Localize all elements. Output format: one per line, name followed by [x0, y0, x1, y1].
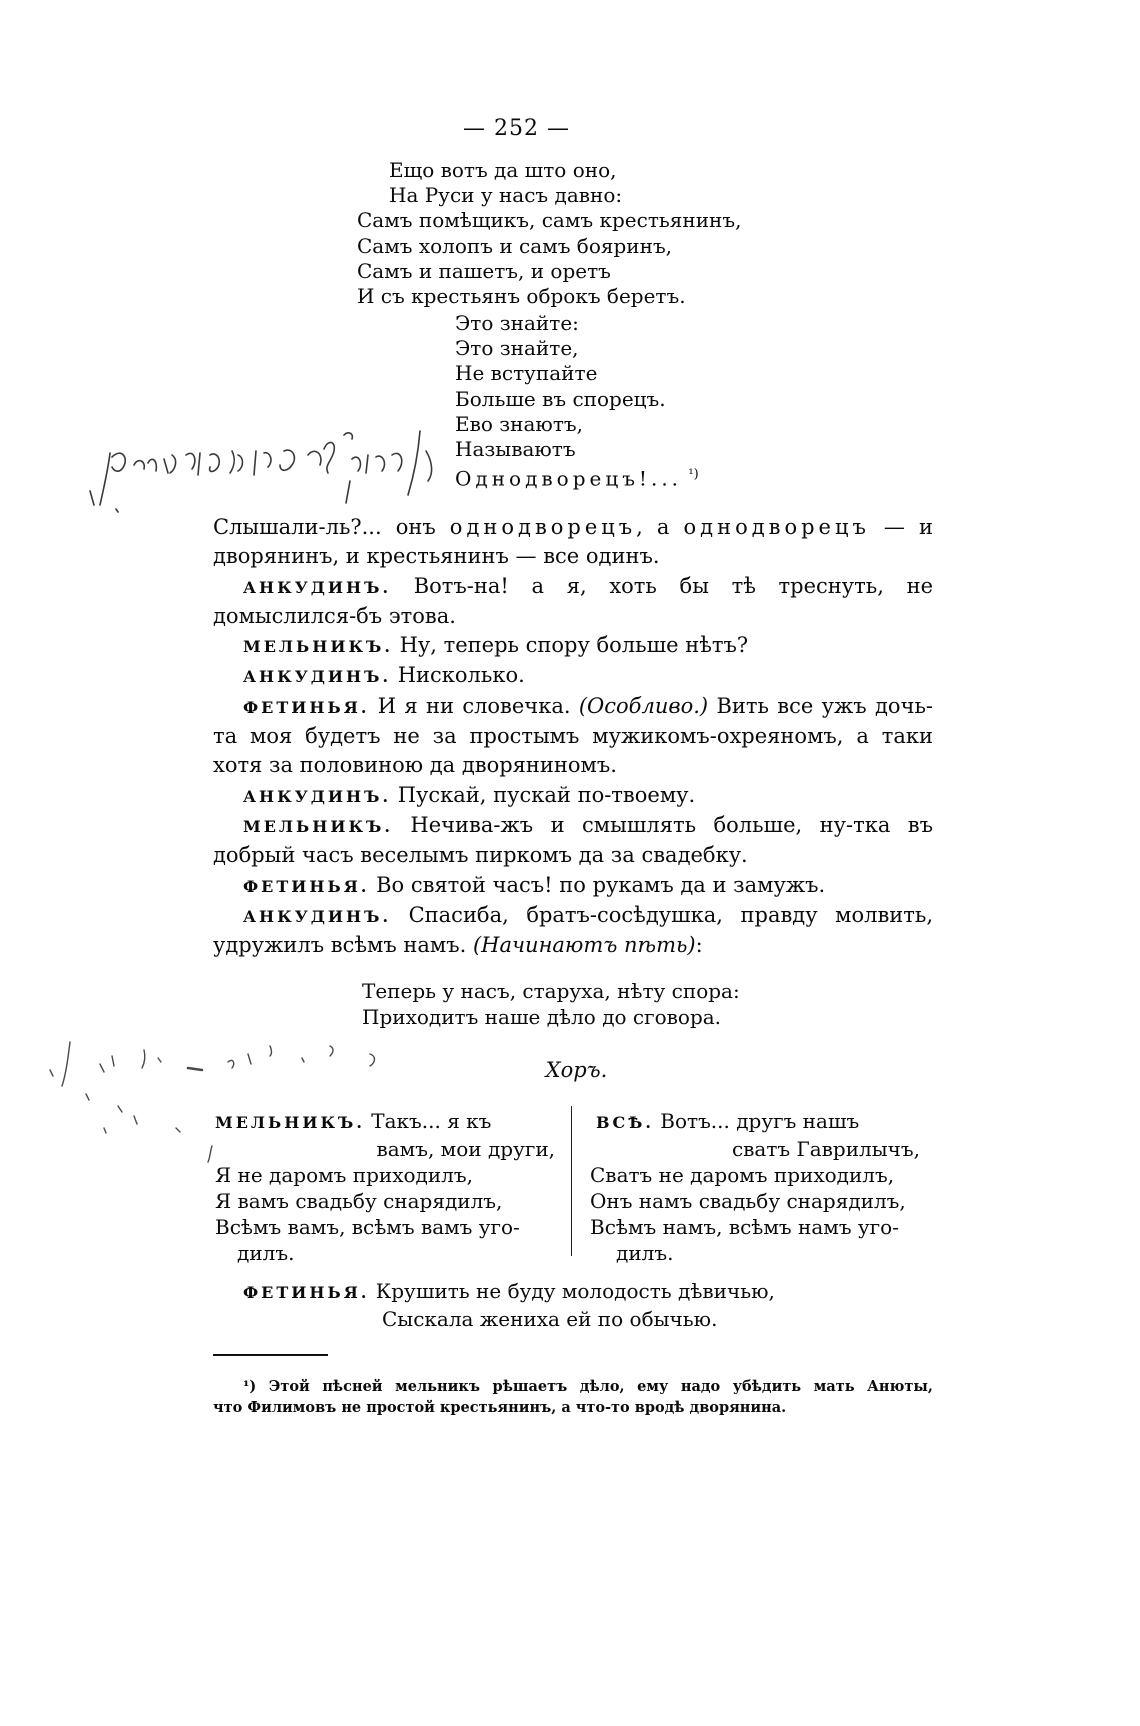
verse-line: Ево знаютъ, — [455, 411, 583, 436]
dialogue-line — [213, 871, 933, 901]
closing-verse — [243, 1278, 775, 1333]
stage-direction: (Особливо.) — [578, 693, 709, 718]
spaced-word: однодворецъ — [449, 515, 637, 539]
chorus-line: Я вамъ свадьбу снарядилъ, — [215, 1189, 503, 1213]
chorus-line: Сватъ не даромъ приходилъ, — [590, 1163, 895, 1187]
chorus-line: Онъ намъ свадьбу снарядилъ, — [590, 1189, 906, 1213]
speech-text: Пускай, пускай по-твоему. — [397, 782, 696, 807]
footnote — [213, 1376, 933, 1418]
dialogue-block — [213, 513, 933, 960]
speech-text: Нисколько. — [397, 663, 525, 688]
verse-line: Больше въ спорецъ. — [455, 386, 666, 411]
speaker-name: АНКУДИНЪ. — [243, 906, 392, 926]
footnote-marker: ¹) — [243, 1378, 257, 1395]
dialogue-line — [213, 572, 933, 632]
speaker-name: ВСѢ. — [596, 1113, 654, 1132]
chorus-column-right — [590, 1108, 920, 1266]
chorus-line — [215, 1108, 555, 1136]
speech-text: Ну, теперь спору больше нѣтъ? — [399, 633, 749, 658]
dialogue-line — [213, 631, 933, 661]
footnote-text: Этой пѣсней мельникъ рѣшаетъ дѣло, ему надо убѣдить мать Анюты, — [268, 1378, 933, 1395]
dialogue-line — [213, 692, 933, 781]
speaker-name: АНКУДИНЪ. — [243, 577, 392, 597]
text-run: — и дворянинъ, и крестьянинъ — все одинъ. — [213, 515, 933, 569]
chorus-line: дилъ. — [237, 1241, 295, 1265]
chorus-line: Всѣмъ намъ, всѣмъ намъ уго- — [590, 1215, 899, 1239]
verse-text: Вотъ... другъ нашъ — [660, 1109, 860, 1133]
verse-line: Это знайте, — [455, 336, 579, 361]
text-run: Слышали-ль?... онъ — [213, 515, 450, 539]
handwritten-margin-note — [88, 425, 458, 515]
dialogue-line — [213, 661, 933, 691]
speech-text: : — [695, 933, 703, 958]
chorus-title-text: Хоръ. — [545, 1058, 608, 1082]
footnote-divider — [213, 1354, 328, 1356]
chorus-line: дилъ. — [616, 1241, 674, 1265]
footnote-line — [213, 1376, 933, 1397]
text-run: , а — [636, 515, 684, 539]
verse-line: Называютъ — [455, 437, 576, 462]
speech-text: И я ни словечка. — [377, 693, 579, 718]
verse-line: Самъ холопъ и самъ бояринъ, — [357, 233, 673, 258]
verse-stanza-1 — [357, 158, 741, 309]
verse-line — [243, 1278, 775, 1306]
verse-line: Приходитъ наше дѣло до сговора. — [362, 1005, 722, 1029]
speaker-name: МЕЛЬНИКЪ. — [215, 1113, 365, 1132]
speaker-name: МЕЛЬНИКЪ. — [243, 637, 393, 657]
speaker-name: ФЕТИНЬЯ. — [243, 876, 370, 896]
verse-line: На Руси у насъ давно: — [389, 183, 623, 208]
verse-line: Ещо вотъ да што оно, — [389, 158, 617, 182]
verse-line: Самъ помѣщикъ, самъ крестьянинъ, — [357, 208, 742, 233]
chorus-column-left — [215, 1108, 555, 1266]
chorus-line: Я не даромъ приходилъ, — [215, 1163, 473, 1187]
spaced-word: однодворецъ — [683, 515, 870, 539]
speech-text: Спасиба, братъ-сосѣдушка, правду молвить, удружилъ всѣмъ намъ. — [213, 902, 933, 958]
chorus-line: вамъ, мои други, — [376, 1137, 555, 1161]
speaker-name: АНКУДИНЪ. — [243, 786, 392, 806]
page-number: — 252 — — [463, 116, 570, 141]
speaker-name: АНКУДИНЪ. — [243, 667, 392, 687]
speaker-name: ФЕТИНЬЯ. — [243, 1283, 370, 1302]
speech-text: Во святой часъ! по рукамъ да и замужъ. — [376, 872, 826, 897]
verse-line: Теперь у насъ, старуха, нѣту спора: — [362, 979, 740, 1003]
verse-text: Такъ... я къ — [371, 1109, 492, 1133]
verse-line: Это знайте: — [455, 311, 579, 335]
sung-couplet — [362, 978, 740, 1030]
stage-direction: (Начинаютъ пѣть) — [472, 933, 696, 958]
dialogue-line — [213, 811, 933, 871]
chorus-line: Всѣмъ вамъ, всѣмъ вамъ уго- — [215, 1215, 520, 1239]
chorus-line: сватъ Гаврилычъ, — [731, 1137, 920, 1161]
dialogue-line — [213, 781, 933, 811]
spaced-word: Однодворецъ!... — [455, 466, 683, 491]
verse-line: Сыскала жениха ей по обычью. — [382, 1307, 718, 1331]
speaker-name: МЕЛЬНИКЪ. — [243, 816, 393, 836]
dialogue-line — [213, 901, 933, 961]
chorus-heading — [0, 1058, 1033, 1082]
footnote-reference: ¹) — [688, 467, 699, 483]
verse-line: И съ крестьянъ оброкъ беретъ. — [357, 284, 686, 309]
verse-line: Не вступайте — [455, 361, 598, 386]
footnote-line: что Филимовъ не простой крестьянинъ, а что-то вродѣ дворянина. — [213, 1399, 787, 1416]
speaker-name: ФЕТИНЬЯ. — [243, 697, 370, 717]
speech-text: Вотъ-на! а я, хоть бы тѣ треснуть, не домыслился-бъ этова. — [213, 573, 933, 628]
verse-stanza-2 — [455, 311, 699, 492]
speech-text: Нечива-жъ и смышлять больше, ну-тка въ добрый часъ веселымъ пиркомъ да за свадебку. — [213, 812, 933, 868]
verse-text: Крушить не буду молодость дѣвичью, — [375, 1279, 775, 1303]
verse-line-last — [455, 462, 699, 492]
column-divider — [571, 1106, 572, 1256]
narration-paragraph — [213, 513, 933, 572]
speech-text: Вить все ужъ дочь-та моя будетъ не за простымъ мужикомъ-охреяномъ, а таки хотя за половиною да дворяниномъ. — [213, 693, 933, 778]
verse-line: Самъ и пашетъ, и оретъ — [357, 258, 611, 283]
chorus-line — [590, 1108, 920, 1136]
